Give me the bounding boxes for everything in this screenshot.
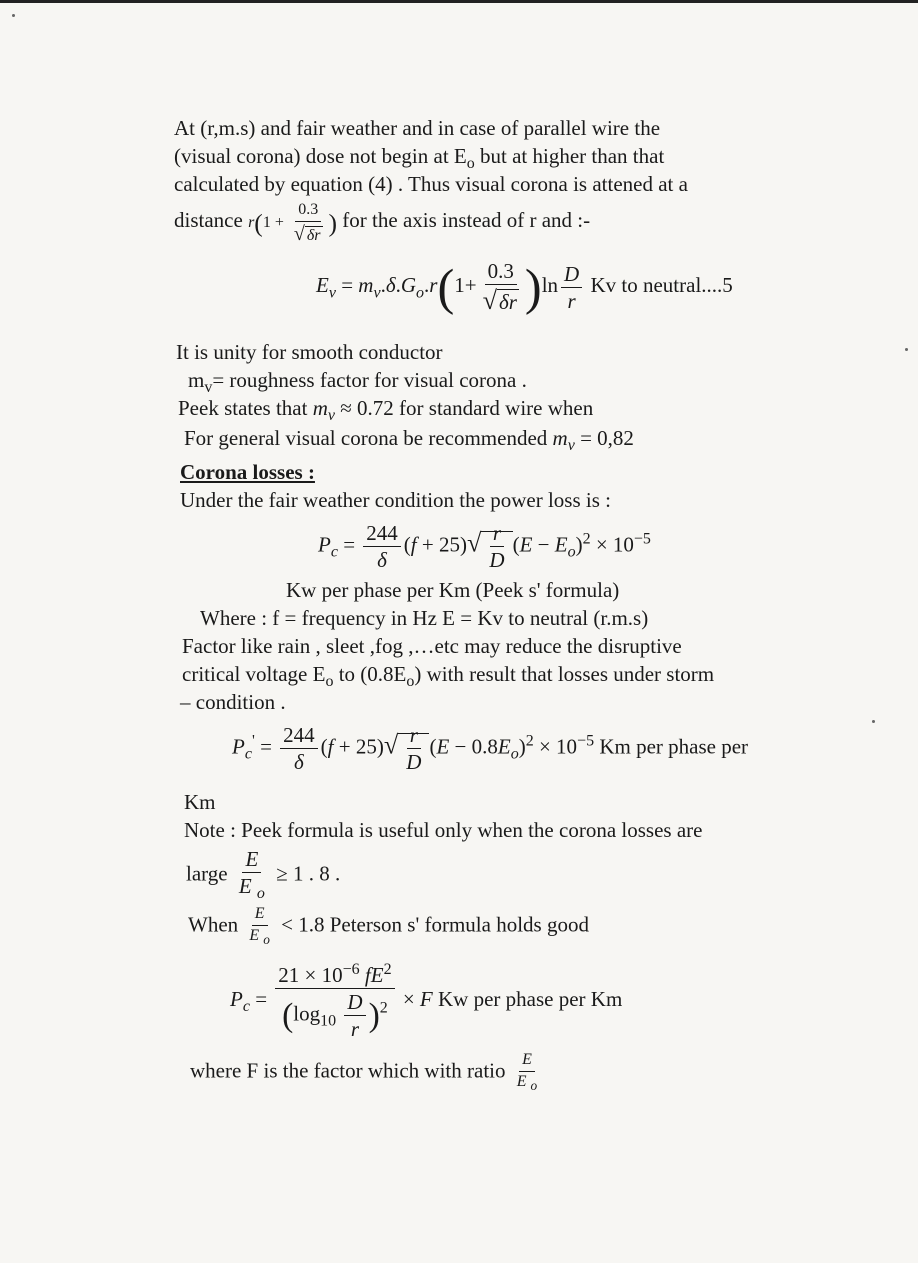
general-recommendation: For general visual corona be recommended $m_v = 0,82$ [184, 426, 634, 455]
scan-speck [905, 348, 908, 351]
scan-top-edge [0, 0, 918, 3]
peterson-condition: When $\frac{E}{E _o}$ < 1.8 Peterson s' formula holds good [188, 905, 589, 947]
peek-statement: Peek states that $m_v \approx 0.72$ for standard wire when [178, 396, 594, 425]
corona-losses-heading: Corona losses : [180, 460, 315, 484]
storm-formula: $P_c'$ = $\frac{244}{\delta}$ (f + 25)√ $\frac{r}{D}$ $(E - 0.8E_o)^2 \times 10^{-5}$ Km per phase per [232, 723, 749, 775]
unity-line: It is unity for smooth conductor [176, 340, 443, 364]
para1-line1: At (r,m.s) and fair weather and in case of parallel wire the [174, 116, 661, 140]
peek-formula: $P_c$ = $\frac{244}{\delta}$ (f + 25)√ $\frac{r}{D}$ $(E - E_o)^2 \times 10^{-5}$ [318, 521, 651, 573]
where-f-line: where F is the factor which with ratio $\frac{E}{E _o}$ [190, 1051, 538, 1093]
para1-line3: calculated by equation (4) . Thus visual corona is attened at a [174, 172, 688, 196]
km-line: Km [184, 790, 216, 814]
large-ratio-line: large $\frac{E}{E _o}$ ≥ 1 . 8 . [186, 847, 341, 903]
para1-line2: (visual corona) dose not begin at $E_o$ but at higher than that [174, 144, 665, 173]
scan-speck [872, 720, 875, 723]
factor-line3: – condition . [180, 690, 286, 714]
peek-unit-line: Kw per phase per Km (Peek s' formula) [286, 578, 620, 602]
para1-line4: distance r(1 + $\frac{0.3}{√ \delta r}$ ) for the axis instead of r and :- [174, 201, 591, 245]
where-line: Where : f = frequency in Hz E = Kv to neutral (r.m.s) [200, 606, 649, 630]
factor-line1: Factor like rain , sleet ,fog ,…etc may reduce the disruptive [182, 634, 682, 658]
peterson-formula: $P_c$ = $21 \times 10^{-6}$ $fE^2$ ($\log_{10}$ $\frac{D}{r}$ )$^2$ × F Kw per phase per Km [230, 961, 623, 1042]
fair-weather-intro: Under the fair weather condition the power loss is : [180, 488, 611, 512]
mv-definition: $m_v=$ roughness factor for visual corona . [188, 368, 527, 397]
factor-line2: critical voltage $E_o$ to $(0.8E_o)$ with result that losses under storm [182, 662, 715, 691]
note-line: Note : Peek formula is useful only when the corona losses are [184, 818, 703, 842]
equation-5: $E_v = m_v.\delta.G_o.r(1+$ $\frac{0.3}{√\delta r}$ )ln $\frac{D}{r}$ Kv to neutral....5 [316, 259, 733, 316]
scan-speck [12, 14, 15, 17]
